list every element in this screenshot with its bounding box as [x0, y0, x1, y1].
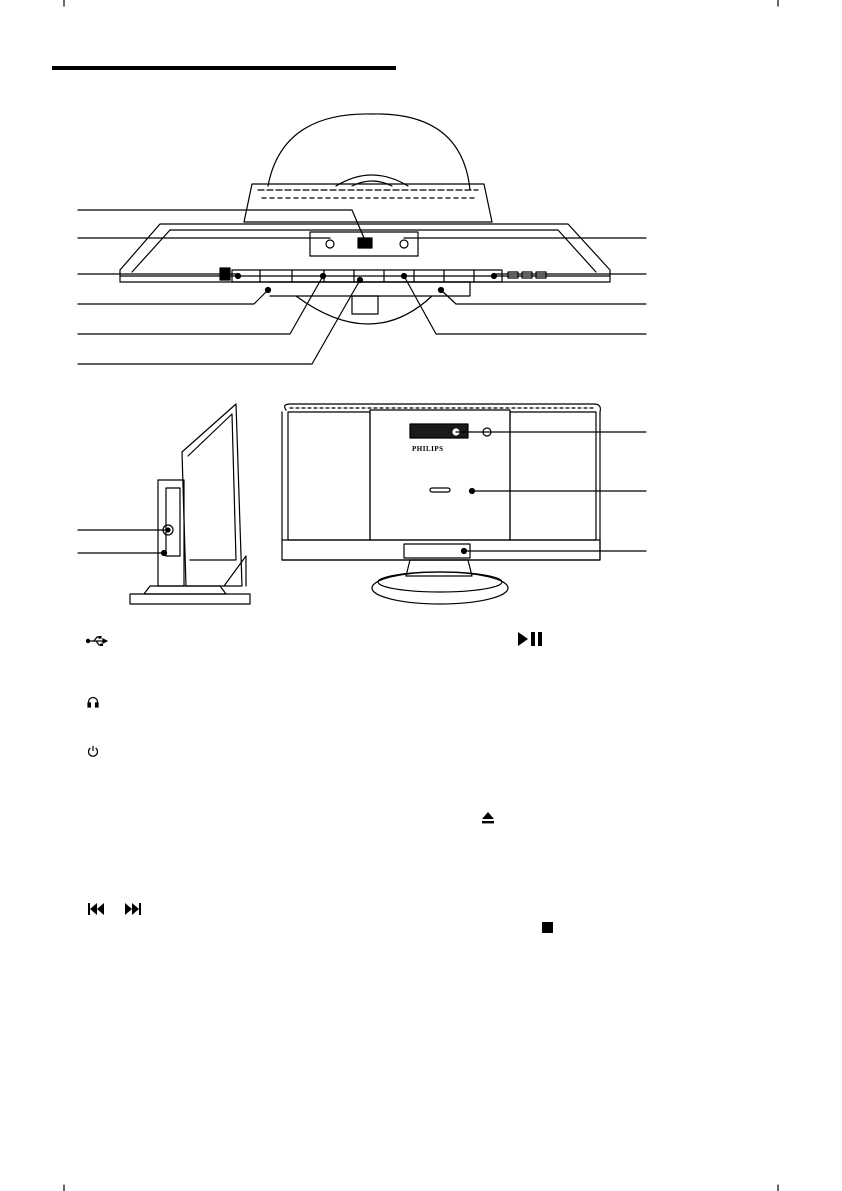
section-heading-rule [52, 66, 396, 70]
cd-tray-lip [404, 544, 470, 558]
callout-line-program [441, 290, 646, 304]
usb-icon [86, 636, 108, 646]
power-icon [87, 745, 99, 757]
front-stand-neck [406, 560, 472, 576]
philips-logo: PHILIPS [412, 445, 444, 453]
aux-jack [400, 240, 408, 248]
usb-port [358, 238, 372, 248]
headphones-icon [87, 696, 99, 708]
eject-icon [482, 812, 494, 824]
prev-next-icon [88, 903, 148, 915]
callout-line-stop [404, 276, 646, 334]
side-view-drawing [130, 404, 250, 604]
callout-line-prev-next [78, 276, 323, 334]
side-view-callouts [78, 530, 168, 553]
side-stand [130, 594, 250, 604]
right-speaker [510, 412, 596, 540]
front-view-callouts [456, 432, 646, 551]
disc-dome [268, 114, 470, 190]
play-pause-icon [518, 632, 544, 646]
top-view-drawing [120, 114, 610, 324]
callout-line-mode [78, 290, 268, 304]
headphone-jack [326, 240, 334, 248]
stop-icon [542, 922, 553, 933]
callout-line-play-pause [78, 280, 360, 364]
top-view-callouts-right [404, 238, 646, 334]
front-view-drawing [282, 404, 600, 604]
top-view-callouts-left [78, 210, 364, 364]
left-speaker [288, 412, 370, 540]
disc-slot-mark [430, 488, 450, 492]
